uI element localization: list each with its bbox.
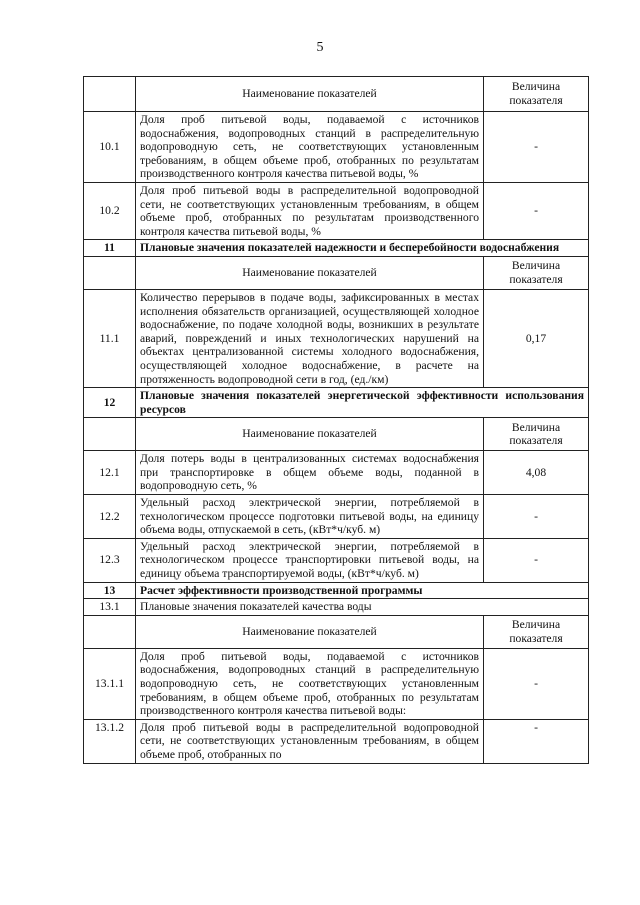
header-value-cell: Величина показателя [484, 418, 589, 451]
section-number: 13 [84, 582, 136, 599]
row-number: 13.1.1 [84, 648, 136, 719]
section-row [84, 240, 589, 257]
row-value: - [484, 495, 589, 539]
row-number: 10.1 [84, 112, 136, 183]
section-row [84, 388, 589, 418]
header-value-cell: Величина показателя [484, 256, 589, 289]
indicators-table [83, 76, 589, 764]
header-value-cell: Величина показателя [484, 615, 589, 648]
table-header-row [84, 256, 589, 289]
row-value: - [484, 648, 589, 719]
row-value: 0,17 [484, 289, 589, 387]
table-header-row [84, 615, 589, 648]
row-text: Доля проб питьевой воды, подаваемой с источников водоснабжения, водопроводных станций в распределительную водопроводную сеть, не соответствующих установленным требованиям, в общем объеме проб, отобранных по результатам производственного контроля качества питьевой воды, % [136, 112, 484, 183]
section-title: Расчет эффективности производственной программы [136, 582, 589, 599]
table-row [84, 112, 589, 183]
row-text: Удельный расход электрической энергии, потребляемой в технологическом процессе подготовки питьевой воды, на единицу объема воды, отпускаемой в сеть, (кВт*ч/куб. м) [136, 495, 484, 539]
section-title: Плановые значения показателей надежности и бесперебойности водоснабжения [136, 240, 589, 257]
row-value: - [484, 112, 589, 183]
section-row [84, 582, 589, 599]
row-value: - [484, 719, 589, 763]
header-name-cell: Наименование показателей [136, 256, 484, 289]
row-number: 10.2 [84, 182, 136, 239]
section-number: 12 [84, 388, 136, 418]
header-num-cell [84, 418, 136, 451]
section-title: Плановые значения показателей энергетической эффективности использования ресурсов [136, 388, 589, 418]
row-number: 12.2 [84, 495, 136, 539]
table-row [84, 648, 589, 719]
table-row [84, 719, 589, 763]
table-row [84, 495, 589, 539]
header-name-cell: Наименование показателей [136, 77, 484, 112]
row-text: Доля потерь воды в централизованных системах водоснабжения при транспортировке в общем объеме воды, поданной в водопроводную сеть, % [136, 451, 484, 495]
table-header-row [84, 77, 589, 112]
header-num-cell [84, 77, 136, 112]
table-row [84, 289, 589, 387]
header-name-cell: Наименование показателей [136, 615, 484, 648]
header-name-cell: Наименование показателей [136, 418, 484, 451]
section-number: 11 [84, 240, 136, 257]
header-num-cell [84, 615, 136, 648]
table-row [84, 182, 589, 239]
subsection-number: 13.1 [84, 599, 136, 616]
table-row [84, 451, 589, 495]
row-number: 12.3 [84, 538, 136, 582]
row-value: 4,08 [484, 451, 589, 495]
page-number: 5 [316, 40, 324, 55]
row-number: 11.1 [84, 289, 136, 387]
table-header-row [84, 418, 589, 451]
subsection-row [84, 599, 589, 616]
header-num-cell [84, 256, 136, 289]
row-text: Доля проб питьевой воды в распределительной водопроводной сети, не соответствующих установленным требованиям, в общем объеме проб, отобранных по результатам производственного контроля качества питьевой воды, % [136, 182, 484, 239]
row-value: - [484, 538, 589, 582]
header-value-cell: Величина показателя [484, 77, 589, 112]
row-number: 12.1 [84, 451, 136, 495]
row-text: Удельный расход электрической энергии, потребляемой в технологическом процессе транспортировки питьевой воды, на единицу объема транспортируемой воды, (кВт*ч/куб. м) [136, 538, 484, 582]
row-text: Доля проб питьевой воды в распределительной водопроводной сети, не соответствующих установленным требованиям, в общем объеме проб, отобранных по [136, 719, 484, 763]
row-number: 13.1.2 [84, 719, 136, 763]
subsection-title: Плановые значения показателей качества воды [136, 599, 589, 616]
row-text: Количество перерывов в подаче воды, зафиксированных в местах исполнения обязательств организацией, осуществляющей холодное водоснабжение, по подаче холодной воды, возникших в результате аварий, повреждений и иных технологических нарушений на объектах централизованной системы холодного водоснабжения, осуществляющей холодное водоснабжение, в расчете на протяженность водопроводной сети в год, (ед./км) [136, 289, 484, 387]
row-value: - [484, 182, 589, 239]
table-row [84, 538, 589, 582]
row-text: Доля проб питьевой воды, подаваемой с источников водоснабжения, водопроводных станций в распределительную водопроводную сеть, не соответствующих установленным требованиям, в общем объеме проб, отобранных по результатам производственного контроля качества питьевой воды: [136, 648, 484, 719]
